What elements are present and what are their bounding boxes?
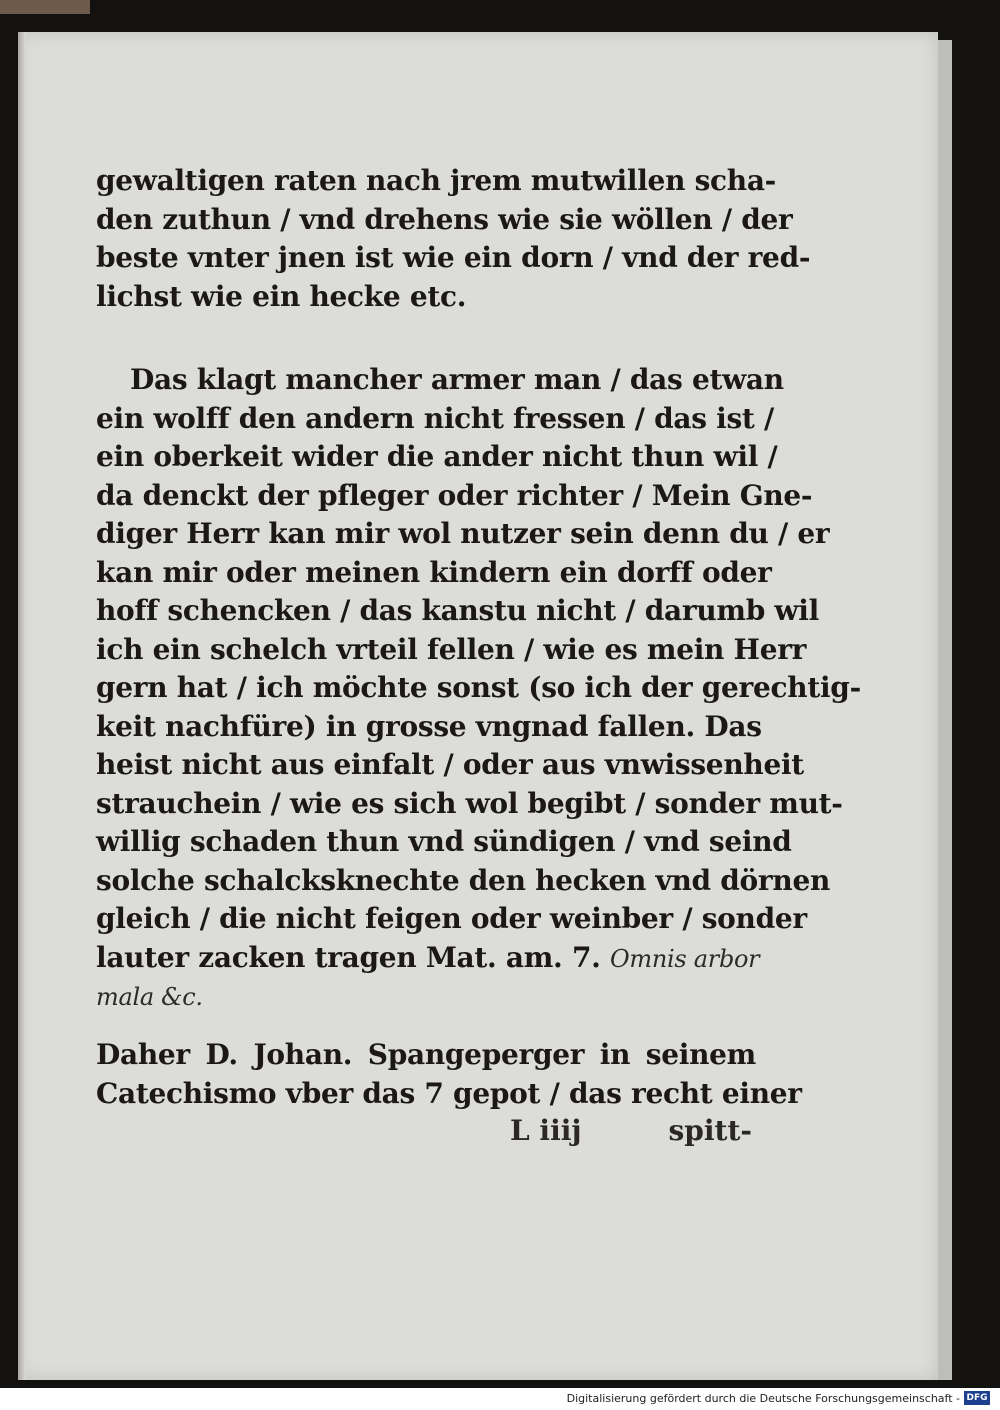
page-corner-shadow <box>0 0 90 14</box>
signature-line <box>96 1114 756 1154</box>
text-line: da denckt der pfleger oder richter / Mein Gne- <box>96 478 813 512</box>
catchword: spitt- <box>668 1114 752 1147</box>
german-text: lauter zacken tragen Mat. am. 7. <box>96 940 601 974</box>
text-line: strauchein / wie es sich wol begibt / sonder mut- <box>96 786 843 820</box>
text-line: ein wolff den andern nicht fressen / das ist / <box>96 401 774 435</box>
text-line: Das klagt mancher armer man / das etwan <box>130 363 784 396</box>
text-line: gewaltigen raten nach jrem mutwillen scha- <box>96 164 777 197</box>
latin-continuation: mala &c. <box>96 983 203 1011</box>
latin-text: Omnis arbor <box>610 944 760 973</box>
page-right-edge <box>938 40 952 1380</box>
signature-mark: L iiij <box>510 1114 582 1147</box>
text-line: den zuthun / vnd drehens wie sie wöllen / der <box>96 202 793 236</box>
paragraph-1 <box>96 162 811 316</box>
text-line: kan mir oder meinen kindern ein dorff oder <box>96 555 772 589</box>
text-line: keit nachfüre) in grosse vngnad fallen. Das <box>96 709 762 743</box>
text-line: beste vnter jnen ist wie ein dorn / vnd der red- <box>96 241 811 274</box>
text-line: gern hat / ich möchte sonst (so ich der gerechtig- <box>96 671 861 704</box>
text-line: solche schalcksknechte den hecken vnd dörnen <box>96 863 831 897</box>
text-line: diger Herr kan mir wol nutzer sein denn du / er <box>96 517 830 550</box>
text-line: ich ein schelch vrteil fellen / wie es mein Herr <box>96 632 807 666</box>
paragraph-3 <box>96 1036 802 1113</box>
text-line: willig schaden thun vnd sündigen / vnd seind <box>96 825 792 858</box>
text-line: Daher D. Johan. Spangeperger in seinem <box>96 1038 756 1071</box>
text-line: heist nicht aus einfalt / oder aus vnwissenheit <box>96 748 804 781</box>
text-line: ein oberkeit wider die ander nicht thun wil / <box>96 440 778 473</box>
footer-bar <box>0 1388 1000 1410</box>
text-line: gleich / die nicht feigen oder weinber / sonder <box>96 902 807 935</box>
page-gutter-shadow <box>18 32 26 1380</box>
text-line: hoff schencken / das kanstu nicht / darumb wil <box>96 594 819 627</box>
footer-credit: Digitalisierung gefördert durch die Deutsche Forschungsgemeinschaft - <box>566 1392 960 1405</box>
paragraph-2 <box>96 361 861 1017</box>
text-line: lichst wie ein hecke etc. <box>96 279 467 313</box>
text-line: Catechismo vber das 7 gepot / das recht einer <box>96 1076 802 1110</box>
text-line-mixed <box>96 939 760 979</box>
dfg-logo: DFG <box>964 1391 990 1405</box>
